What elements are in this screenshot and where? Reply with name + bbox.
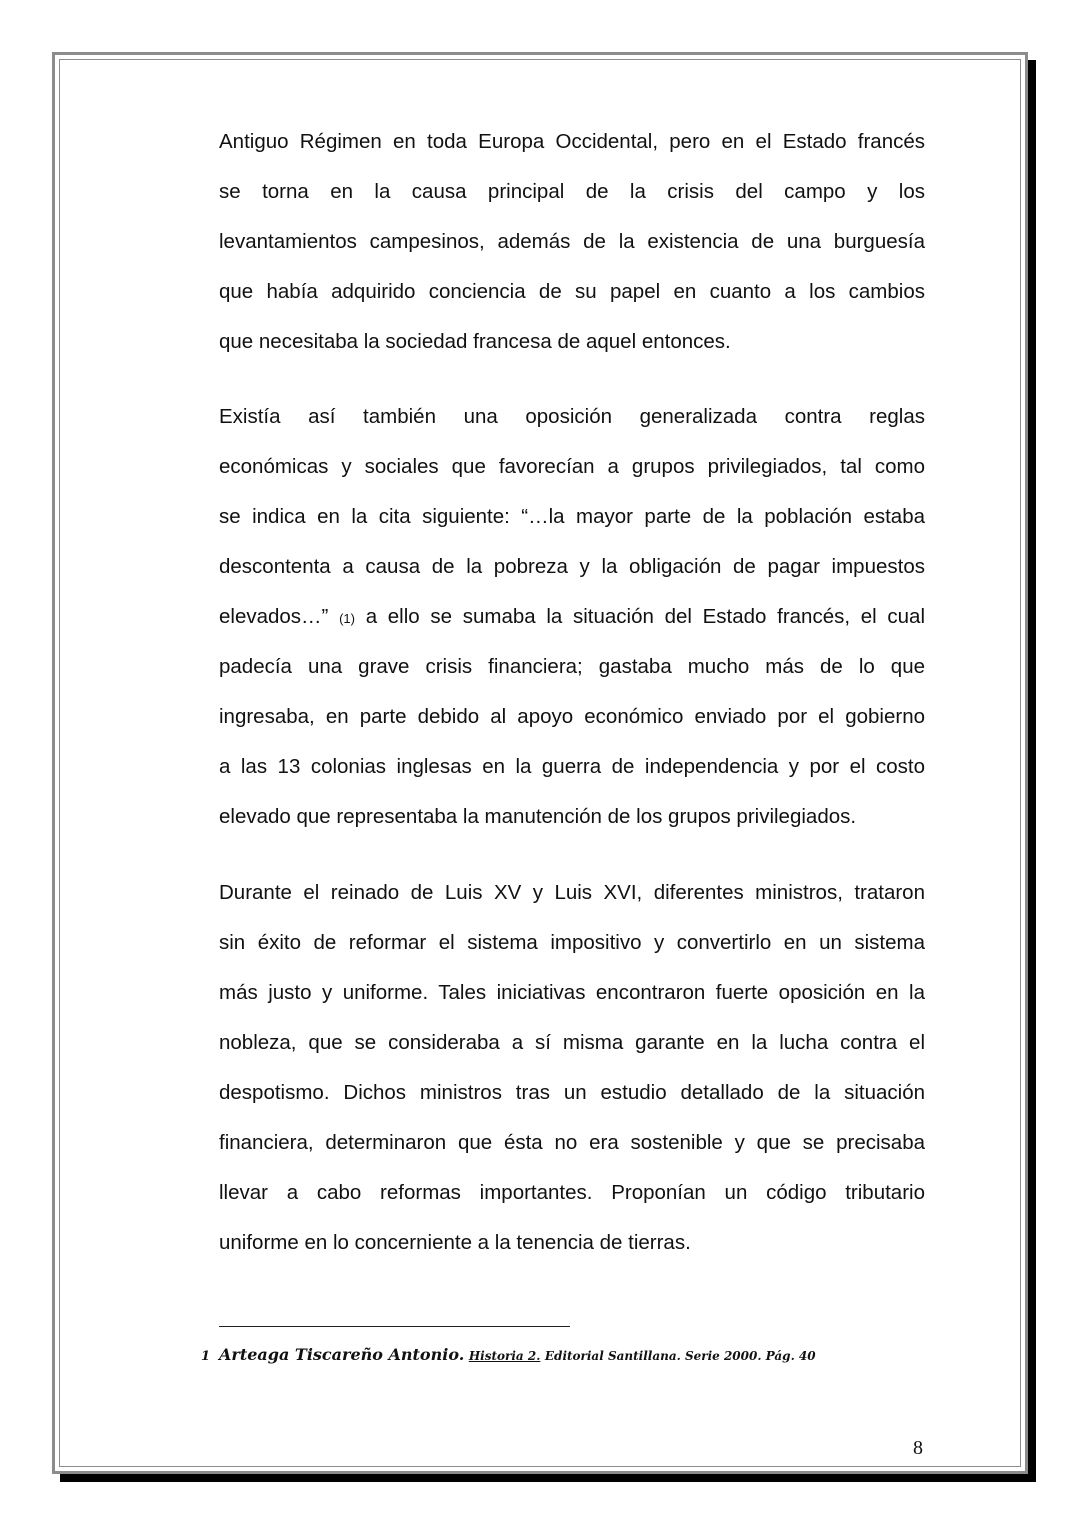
footnote-publication: Editorial Santillana. Serie 2000. Pág. 40 (544, 1349, 816, 1363)
paragraph-line: Existía así también una oposición generalizada contra reglas (219, 405, 925, 428)
line-text-before-ref: elevados…” (219, 605, 329, 628)
footnote-number: 1 (201, 1349, 211, 1364)
paragraph-line: sin éxito de reformar el sistema impositivo y convertirlo en un sistema (219, 931, 925, 954)
paragraph-line: despotismo. Dichos ministros tras un estudio detallado de la situación (219, 1081, 925, 1104)
paragraph-line: elevado que representaba la manutención de los grupos privilegiados. (219, 805, 857, 828)
paragraph-line: se indica en la cita siguiente: “…la mayor parte de la población estaba (219, 505, 925, 528)
paragraph-line: llevar a cabo reformas importantes. Proponían un código tributario (219, 1181, 925, 1204)
paragraph-line: uniforme en lo concerniente a la tenencia de tierras. (219, 1231, 691, 1254)
paragraph-line: financiera, determinaron que ésta no era sostenible y que se precisaba (219, 1131, 925, 1154)
paragraph-line: nobleza, que se consideraba a sí misma garante en la lucha contra el (219, 1031, 925, 1054)
paragraph-3 (219, 868, 925, 1268)
paragraph-line: Antiguo Régimen en toda Europa Occidental, pero en el Estado francés (219, 130, 925, 153)
paragraph-line: levantamientos campesinos, además de la existencia de una burguesía (219, 230, 925, 253)
paragraph-line: que había adquirido conciencia de su papel en cuanto a los cambios (219, 280, 925, 303)
paragraph-line: ingresaba, en parte debido al apoyo económico enviado por el gobierno (219, 705, 925, 728)
footnote-separator (219, 1326, 570, 1327)
paragraph-line: más justo y uniforme. Tales iniciativas encontraron fuerte oposición en la (219, 981, 925, 1004)
paragraph-line: a las 13 colonias inglesas en la guerra de independencia y por el costo (219, 755, 925, 778)
footnote-title: Historia 2. (468, 1349, 541, 1363)
paragraph-line: descontenta a causa de la pobreza y la obligación de pagar impuestos (219, 555, 925, 578)
line-text-after-ref: a ello se sumaba la situación del Estado francés, el cual (365, 605, 925, 628)
footnote-author: Arteaga Tiscareño Antonio. (219, 1345, 465, 1364)
paragraph-line: padecía una grave crisis financiera; gastaba mucho más de lo que (219, 655, 925, 678)
footnote-reference: (1) (339, 611, 355, 626)
paragraph-2 (219, 392, 925, 842)
paragraph-line: económicas y sociales que favorecían a grupos privilegiados, tal como (219, 455, 925, 478)
footnote (201, 1345, 816, 1364)
paragraph-line-with-footnote-ref (219, 592, 925, 642)
paragraph-line: Durante el reinado de Luis XV y Luis XVI, diferentes ministros, trataron (219, 881, 925, 904)
paragraph-1 (219, 117, 925, 367)
page-number: 8 (913, 1437, 923, 1459)
paragraph-line: se torna en la causa principal de la crisis del campo y los (219, 180, 925, 203)
paragraph-line: que necesitaba la sociedad francesa de aquel entonces. (219, 330, 731, 353)
